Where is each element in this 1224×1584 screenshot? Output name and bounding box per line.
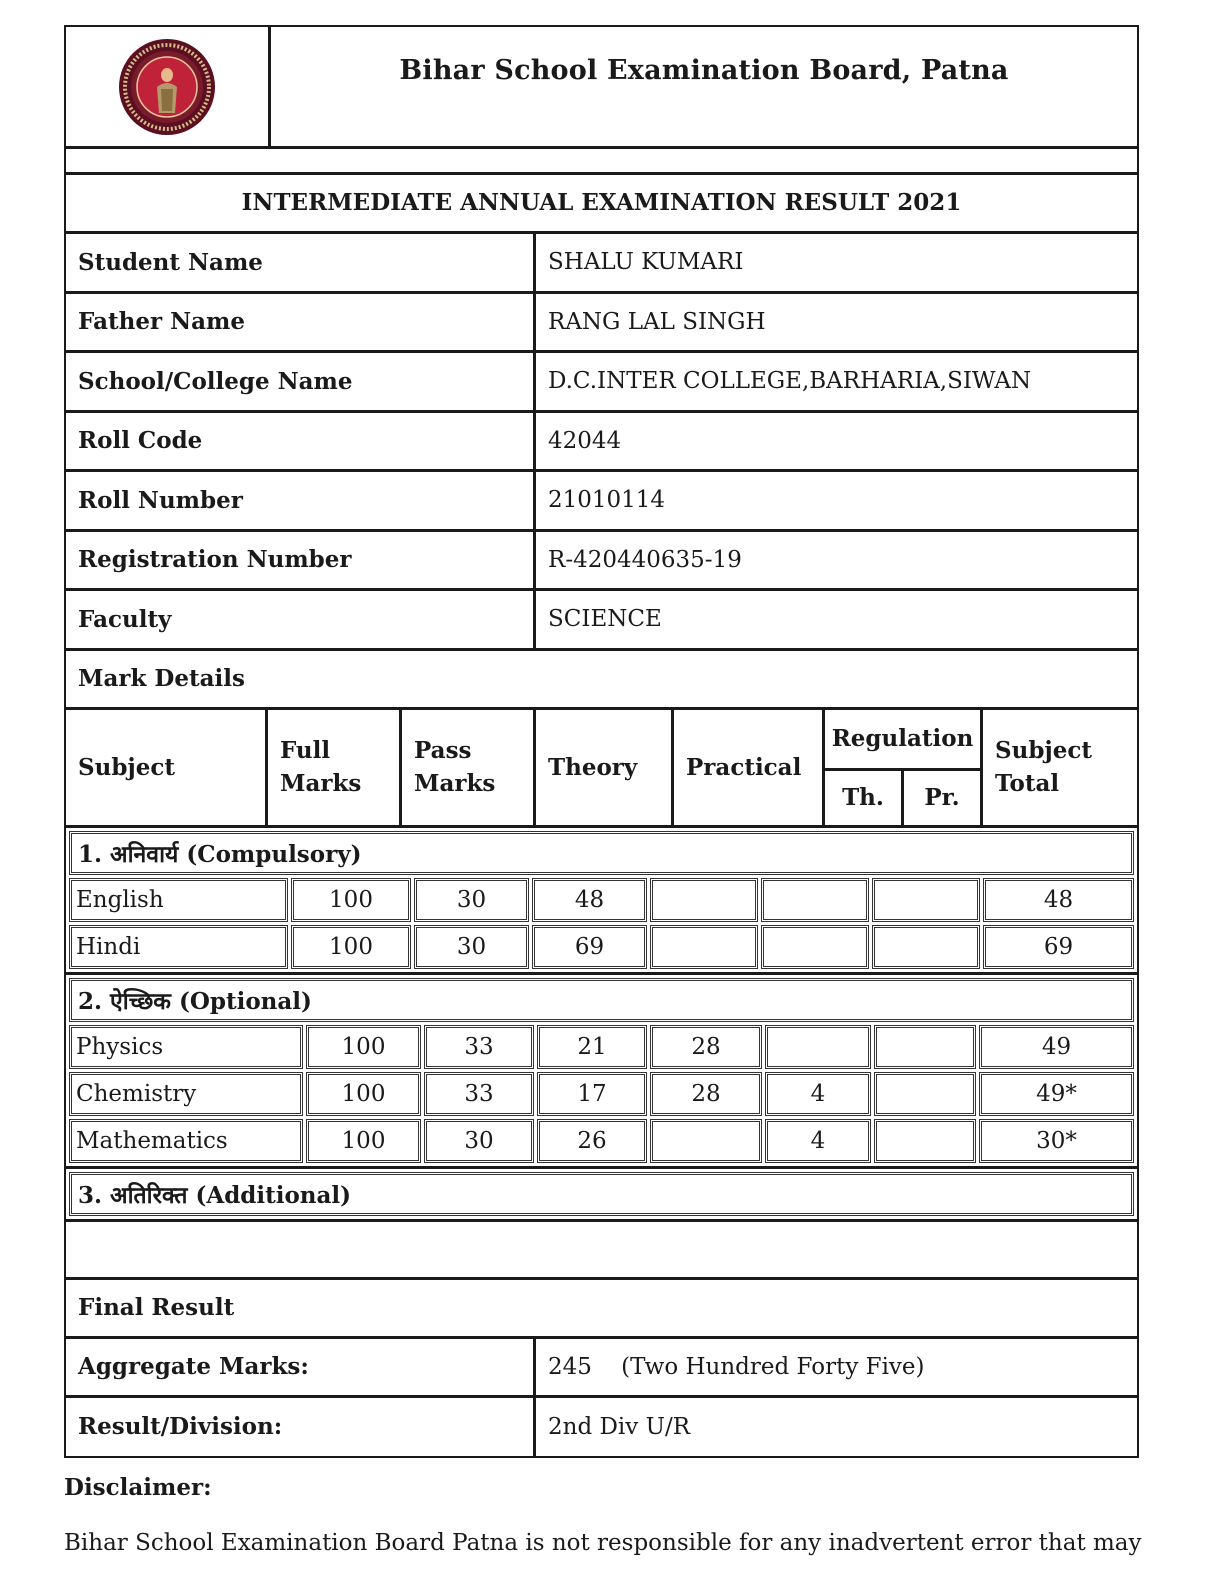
board-name: Bihar School Examination Board, Patna xyxy=(399,55,1009,86)
cell-total: 49 xyxy=(979,1025,1134,1069)
info-value: R-420440635-19 xyxy=(548,546,742,573)
col-reg-pr: Pr. xyxy=(924,784,960,811)
result-sheet xyxy=(64,25,1139,1458)
info-value: SCIENCE xyxy=(548,606,662,633)
col-subject-total-label: Subject Total xyxy=(995,737,1092,797)
cell-reg-th: 4 xyxy=(765,1072,871,1116)
cell-reg-pr xyxy=(874,1119,976,1163)
cell-subject: Hindi xyxy=(69,925,288,969)
cell-practical xyxy=(650,1119,762,1163)
division-row xyxy=(64,1398,1139,1458)
cell-total: 69 xyxy=(983,925,1134,969)
cell-reg-th xyxy=(761,925,869,969)
aggregate-value: 245 (Two Hundred Forty Five) xyxy=(548,1353,925,1380)
info-value: 21010114 xyxy=(548,487,666,514)
logo-cell xyxy=(66,27,271,146)
col-full-marks-label: Full Marks xyxy=(280,737,362,797)
info-row-faculty xyxy=(64,591,1139,651)
col-reg-th: Th. xyxy=(825,771,904,825)
info-row-roll-number xyxy=(64,472,1139,532)
disclaimer-title: Disclaimer: xyxy=(64,1474,212,1501)
info-value: SHALU KUMARI xyxy=(548,249,744,276)
info-row-registration-number xyxy=(64,532,1139,592)
marks-header-row xyxy=(64,710,1139,828)
cell-practical: 28 xyxy=(650,1025,762,1069)
info-label: Registration Number xyxy=(66,532,536,589)
info-row-student-name xyxy=(64,234,1139,294)
cell-subject: English xyxy=(69,878,288,922)
group-optional xyxy=(64,975,1139,1169)
final-result-title: Final Result xyxy=(78,1294,235,1321)
info-row-father-name xyxy=(64,294,1139,354)
cell-theory: 17 xyxy=(537,1072,647,1116)
mark-details-row xyxy=(64,651,1139,710)
table-row xyxy=(69,1025,1134,1069)
col-regulation-label: Regulation xyxy=(825,710,980,771)
cell-pass: 30 xyxy=(414,925,529,969)
info-value: 42044 xyxy=(548,427,622,454)
final-result-row xyxy=(64,1280,1139,1339)
cell-full: 100 xyxy=(306,1025,421,1069)
info-label: Roll Number xyxy=(66,472,536,529)
group-compulsory xyxy=(64,828,1139,975)
info-row-roll-code xyxy=(64,413,1139,473)
table-row xyxy=(69,1119,1134,1163)
cell-full: 100 xyxy=(306,1072,421,1116)
group-title: 2. ऐच्छिक (Optional) xyxy=(69,978,1134,1022)
cell-practical xyxy=(650,878,758,922)
cell-theory: 48 xyxy=(532,878,647,922)
mark-details-title: Mark Details xyxy=(78,665,245,692)
col-pass-marks xyxy=(402,710,536,825)
group-title: 3. अतिरिक्त (Additional) xyxy=(69,1172,1134,1216)
bseb-emblem-logo-icon xyxy=(117,37,217,137)
info-label: Faculty xyxy=(66,591,536,648)
group-title: 1. अनिवार्य (Compulsory) xyxy=(69,831,1134,875)
cell-reg-th: 4 xyxy=(765,1119,871,1163)
col-pass-marks-label: Pass Marks xyxy=(414,737,496,797)
aggregate-row xyxy=(64,1339,1139,1399)
col-subject-total xyxy=(983,710,1137,825)
cell-total: 49* xyxy=(979,1072,1134,1116)
info-label: Roll Code xyxy=(66,413,536,470)
cell-reg-pr xyxy=(874,1072,976,1116)
info-label: Father Name xyxy=(66,294,536,351)
disclaimer-text: Bihar School Examination Board Patna is not responsible for any inadvertent error that may xyxy=(64,1530,1142,1556)
cell-full: 100 xyxy=(291,878,411,922)
info-label: Student Name xyxy=(66,234,536,291)
info-value: D.C.INTER COLLEGE,BARHARIA,SIWAN xyxy=(548,368,1032,395)
cell-reg-pr xyxy=(874,1025,976,1069)
table-row xyxy=(69,1072,1134,1116)
col-subject: Subject xyxy=(66,710,268,825)
empty-row xyxy=(64,1222,1139,1280)
division-value: 2nd Div U/R xyxy=(548,1413,691,1440)
cell-subject: Physics xyxy=(69,1025,303,1069)
spacer-row xyxy=(64,149,1139,175)
col-theory: Theory xyxy=(536,710,674,825)
cell-full: 100 xyxy=(306,1119,421,1163)
cell-practical: 28 xyxy=(650,1072,762,1116)
header-row xyxy=(64,25,1139,149)
exam-title-row xyxy=(64,175,1139,234)
col-practical: Practical xyxy=(674,710,825,825)
cell-reg-th xyxy=(765,1025,871,1069)
cell-theory: 21 xyxy=(537,1025,647,1069)
cell-theory: 69 xyxy=(532,925,647,969)
exam-title: INTERMEDIATE ANNUAL EXAMINATION RESULT 2021 xyxy=(241,189,962,216)
group-additional xyxy=(64,1169,1139,1222)
table-row xyxy=(69,925,1134,969)
regulation-subcols xyxy=(825,771,980,825)
cell-subject: Mathematics xyxy=(69,1119,303,1163)
col-full-marks xyxy=(268,710,402,825)
cell-practical xyxy=(650,925,758,969)
cell-reg-pr xyxy=(872,878,980,922)
cell-full: 100 xyxy=(291,925,411,969)
info-value: RANG LAL SINGH xyxy=(548,308,766,335)
aggregate-label: Aggregate Marks: xyxy=(66,1339,536,1396)
col-regulation xyxy=(825,710,983,825)
cell-pass: 30 xyxy=(424,1119,534,1163)
info-row-college-name xyxy=(64,353,1139,413)
cell-subject: Chemistry xyxy=(69,1072,303,1116)
cell-theory: 26 xyxy=(537,1119,647,1163)
cell-pass: 30 xyxy=(414,878,529,922)
info-label: School/College Name xyxy=(66,353,536,410)
cell-total: 30* xyxy=(979,1119,1134,1163)
cell-pass: 33 xyxy=(424,1072,534,1116)
cell-reg-th xyxy=(761,878,869,922)
division-label: Result/Division: xyxy=(66,1398,536,1456)
cell-pass: 33 xyxy=(424,1025,534,1069)
cell-reg-pr xyxy=(872,925,980,969)
table-row xyxy=(69,878,1134,922)
cell-total: 48 xyxy=(983,878,1134,922)
